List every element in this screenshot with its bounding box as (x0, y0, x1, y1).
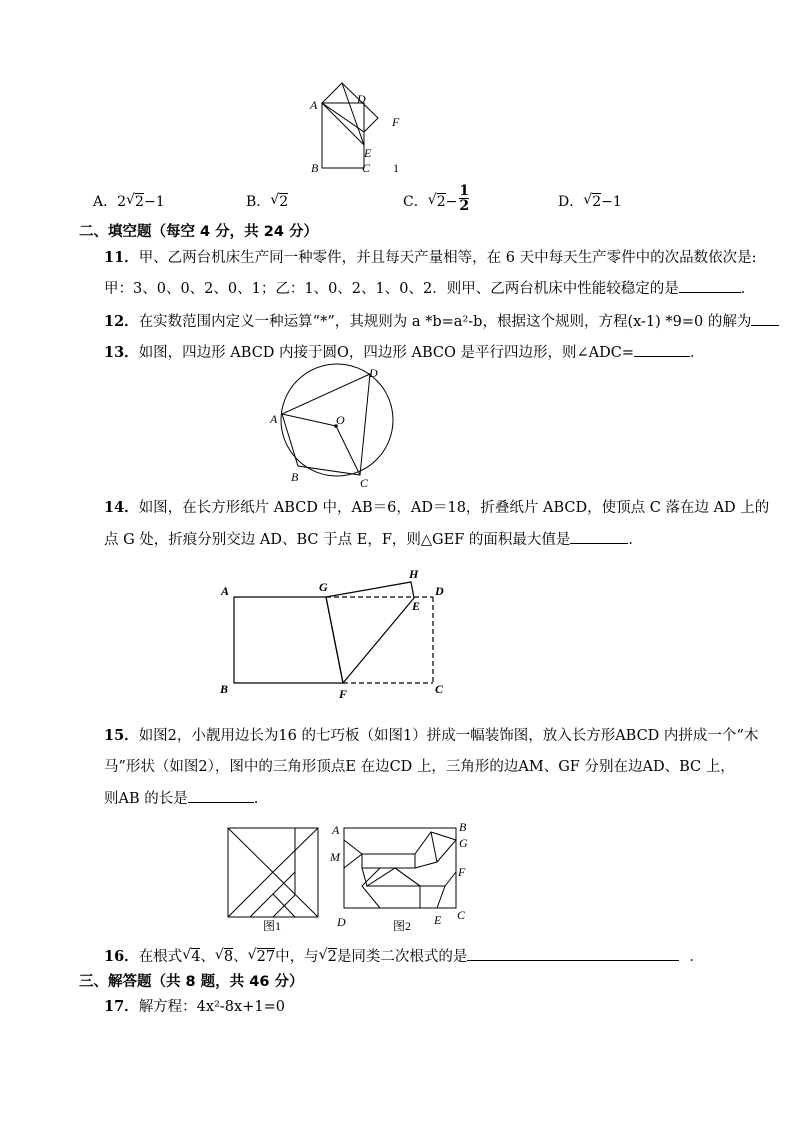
q11-text: 甲、乙两台机床生产同一种零件，并且每天产量相等，在 6 天中每天生产零件中的次品数依次是: (138, 250, 757, 266)
q12-line (104, 311, 779, 332)
q13-label-a: A (270, 412, 278, 426)
q10-label-e: E (364, 146, 372, 160)
q15-end: . (253, 791, 259, 807)
q15-label-e: E (434, 913, 442, 927)
q17-line (104, 997, 285, 1017)
question-number: 14． (104, 499, 139, 516)
question-number: 17． (104, 998, 139, 1015)
q14-text: 如图，在长方形纸片 ABCD 中，AB＝6，AD＝18，折叠纸片 ABCD，使顶点 C 落在边 AD 上的 (138, 500, 770, 516)
q16-end: ． (689, 949, 704, 965)
q15-line1 (104, 726, 758, 746)
q11-end: ． (740, 281, 756, 297)
q10-label-f: F (392, 115, 400, 129)
q15-tangram-figure-2 (325, 818, 475, 936)
question-number: 16． (104, 948, 139, 965)
q15-fig1-caption: 图1 (263, 919, 282, 933)
q10-figure (300, 80, 420, 180)
q14-label-f: F (339, 687, 348, 701)
q15-fig2-caption: 图2 (393, 919, 412, 933)
fraction-denominator: 2 (459, 198, 470, 214)
q15-label-d: D (337, 915, 346, 929)
q10-option-a (93, 191, 165, 211)
q13-end: ． (690, 345, 705, 361)
question-number: 15． (104, 727, 139, 744)
q16-text-pre: 在根式 (138, 949, 183, 965)
q13-label-d: D (369, 366, 378, 380)
q14-label-b: B (220, 682, 229, 696)
q14-label-h: H (409, 567, 419, 581)
option-minus: − (445, 194, 458, 210)
q15-label-b: B (459, 820, 467, 834)
q14-label-e: E (412, 599, 421, 613)
fraction-numerator: 1 (459, 183, 470, 199)
radicand: 2 (135, 194, 144, 210)
radicand: 27 (256, 949, 276, 965)
q15-label-g: G (459, 836, 468, 850)
q14-label-d: D (435, 584, 444, 598)
q14-label-g: G (319, 580, 328, 594)
sqrt-symbol: √ 2 (583, 192, 602, 210)
option-letter: B． (246, 194, 271, 210)
q14-line1 (104, 498, 769, 518)
radicand: 4 (191, 949, 201, 965)
option-letter: D． (558, 194, 584, 210)
q15-text: 如图2，小靓用边长为16 的七巧板（如图1）拼成一幅装饰图，放入长方形ABCD 内拼成一个“木 (138, 728, 759, 744)
q13-circle-figure (262, 360, 412, 495)
q15-label-c: C (457, 908, 466, 922)
q14-label-a: A (221, 584, 230, 598)
q15-label-a: A (332, 823, 340, 837)
option-suffix: −1 (143, 194, 165, 210)
q10-option-b (246, 191, 288, 211)
separator: 、 (200, 949, 215, 965)
section-3-title: 三、解答题（共 8 题，共 46 分） (79, 974, 304, 990)
separator: 、 (233, 949, 248, 965)
option-prefix: 2 (117, 194, 127, 210)
q13-label-o: O (336, 413, 345, 427)
q12-text: 在实数范围内定义一种运算“*”，其规则为 a *b=a²-b，根据这个规则，方程(x-1) *9=0 的解为 (138, 314, 752, 330)
q14-line2 (104, 529, 643, 550)
q10-label-c: C (362, 161, 371, 175)
q15-label-m: M (330, 850, 340, 864)
answer-blank[interactable] (679, 278, 741, 293)
sqrt-symbol: √ 2 (270, 192, 289, 210)
answer-blank[interactable] (570, 529, 628, 544)
q11-text-2: 甲：3、0、0、2、0、1；乙：1、0、2、1、0、2．则甲、乙两台机床中性能较稳定的是 (104, 281, 679, 297)
option-suffix: −1 (601, 194, 622, 210)
q15-line2 (104, 757, 735, 777)
radicand: 2 (279, 194, 289, 210)
question-number: 13． (104, 344, 139, 361)
q13-label-b: B (291, 470, 299, 484)
q11-line2 (104, 278, 755, 299)
radicand: 2 (327, 949, 337, 965)
radicand: 8 (223, 949, 234, 965)
sqrt-symbol: √ 8 (214, 947, 234, 965)
q10-option-c (403, 184, 469, 213)
q14-end: ． (628, 532, 643, 548)
q14-rectangle-figure (215, 562, 455, 702)
q15-text-2: 马”形状（如图2），图中的三角形顶点E 在边CD 上，三角形的边AM、GF 分别在边AD、BC 上， (104, 759, 735, 775)
option-letter: C． (403, 194, 428, 210)
q14-text-2: 点 G 处，折痕分别交边 AD、BC 于点 E，F，则△GEF 的面积最大值是 (104, 532, 571, 548)
question-number: 11． (104, 249, 139, 266)
q15-tangram-figure-1 (225, 826, 325, 936)
fraction (459, 184, 469, 213)
q13-text: 如图，四边形 ABCD 内接于圆O，四边形 ABCO 是平行四边形，则∠ADC= (138, 345, 634, 361)
sqrt-symbol: √ 2 (126, 192, 144, 210)
q13-label-c: C (360, 476, 369, 490)
radicand: 2 (592, 194, 602, 210)
q15-label-f: F (458, 865, 466, 879)
q14-label-c: C (435, 682, 444, 696)
q16-text-post: 是同类二次根式的是 (336, 949, 468, 965)
answer-blank[interactable] (634, 342, 690, 357)
q10-label-1: 1 (393, 161, 399, 175)
q15-line3 (104, 788, 258, 809)
q10-label-b: B (311, 161, 319, 175)
q10-label-d: D (357, 92, 366, 106)
sqrt-symbol: √ 2 (318, 947, 337, 965)
q17-text: 解方程：4x²-8x+1=0 (138, 999, 285, 1015)
q16-text-mid: 中，与 (275, 949, 319, 965)
question-number: 12． (104, 313, 139, 330)
answer-blank[interactable] (188, 788, 254, 803)
option-letter: A． (93, 194, 118, 210)
q16-line (104, 946, 704, 967)
q15-text-3: 则AB 的长是 (104, 791, 188, 807)
sqrt-symbol: √ 4 (182, 947, 201, 965)
q11-line1 (104, 248, 757, 268)
answer-blank[interactable] (751, 311, 779, 326)
q10-label-a: A (310, 98, 318, 112)
radicand: 2 (436, 194, 446, 210)
answer-blank[interactable] (467, 946, 679, 961)
sqrt-symbol: √ 2 (427, 192, 446, 210)
q10-option-d (558, 191, 622, 211)
section-2-title: 二、填空题（每空 4 分，共 24 分） (79, 224, 318, 240)
sqrt-symbol: √ 27 (247, 947, 276, 965)
